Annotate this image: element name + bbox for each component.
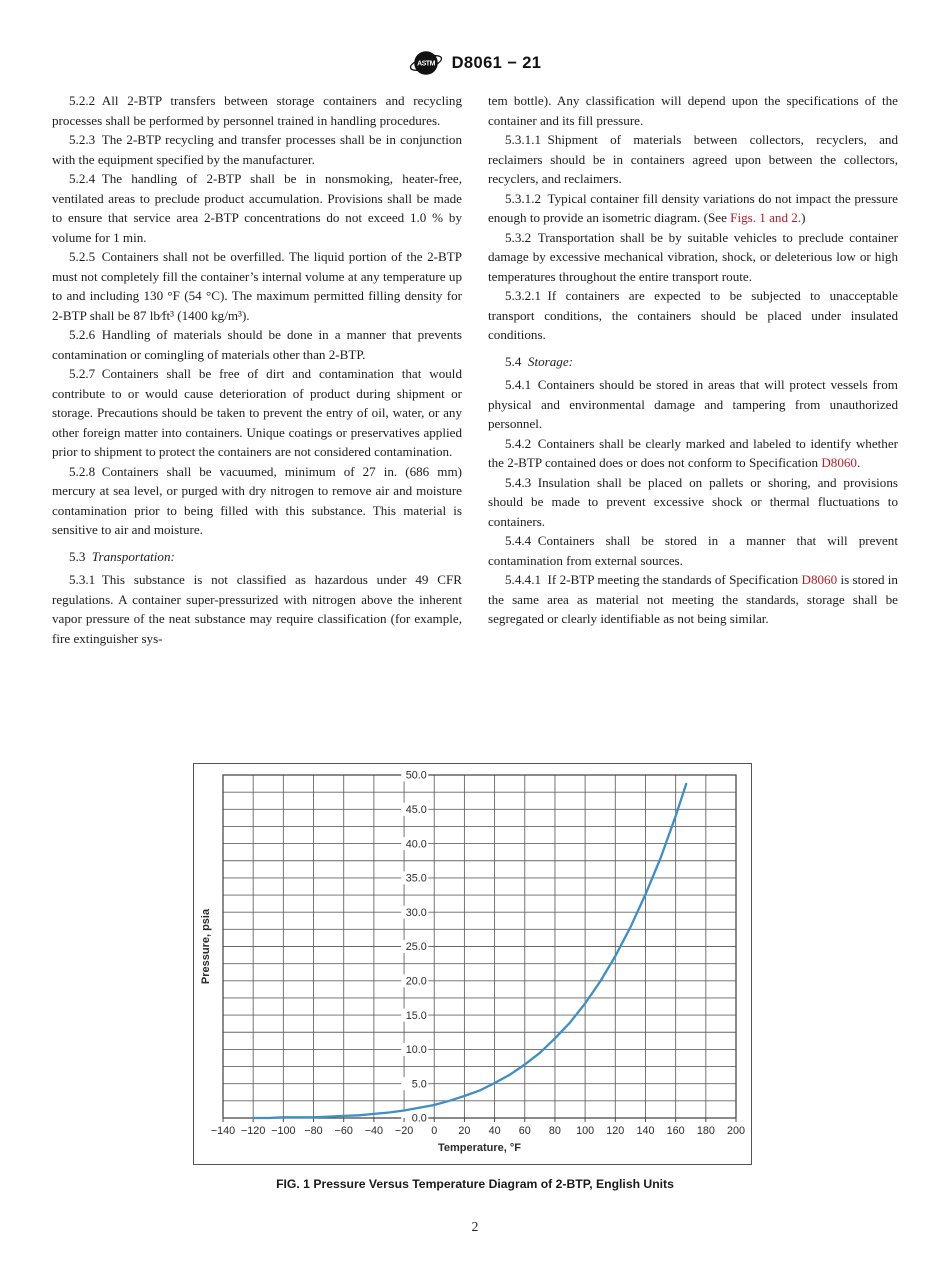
text-run: 5.3.2.1 If containers are expected to be subjected to unacceptable transport conditions, the containers should be placed under insulated conditions. [488, 288, 898, 342]
paragraph [488, 570, 898, 629]
svg-text:30.0: 30.0 [405, 906, 427, 919]
svg-text:10.0: 10.0 [405, 1044, 427, 1057]
paragraph [488, 375, 898, 434]
svg-text:−40: −40 [364, 1125, 384, 1137]
text-run: 5.2.6 Handling of materials should be done in a manner that prevents contamination or comingling of materials other than 2-BTP. [52, 327, 462, 362]
svg-text:100: 100 [576, 1125, 595, 1137]
paragraph [488, 130, 898, 189]
svg-text:160: 160 [666, 1125, 685, 1137]
svg-text:−60: −60 [334, 1125, 353, 1137]
paragraph [52, 91, 462, 130]
figs-1-and-2-link[interactable]: Figs. 1 and 2. [730, 210, 802, 225]
paragraph [52, 130, 462, 169]
figure-frame [193, 763, 752, 1165]
svg-text:120: 120 [606, 1125, 625, 1137]
paragraph [488, 189, 898, 228]
svg-text:0: 0 [431, 1125, 438, 1137]
text-run: 5.4.1 Containers should be stored in areas that will protect vessels from physical and environmental damage and tampering from unauthorized personnel. [488, 377, 898, 431]
d8060-link[interactable]: D8060 [821, 455, 857, 470]
paragraph [488, 91, 898, 130]
text-run: 5.3.1 This substance is not classified as hazardous under 49 CFR regulations. A container super-pressurized with nitrogen above the inherent vapor pressure of the neat substance may require classification (for example, fire extinguisher sys- [52, 572, 462, 646]
svg-text:−120: −120 [241, 1125, 266, 1137]
section-heading [52, 547, 462, 567]
page-header [0, 44, 950, 82]
page-number: 2 [471, 1219, 479, 1234]
paragraph [488, 473, 898, 532]
d8060-link[interactable]: D8060 [801, 572, 838, 587]
text-run: 5.2.4 The handling of 2-BTP shall be in nonsmoking, heater-free, ventilated areas to preclude product accumulation. Provisions shall be made to ensure that service area 2-BTP concentrations do not exceed 1.0 % by volume for 1 min. [52, 171, 462, 245]
paragraph [52, 570, 462, 648]
paragraph [488, 286, 898, 345]
column-left [52, 91, 462, 648]
paragraph [488, 531, 898, 570]
svg-text:−100: −100 [271, 1125, 296, 1137]
paragraph [52, 247, 462, 325]
text-run: . [856, 455, 861, 470]
text-run: 5.3.1.1 Shipment of materials between collectors, recyclers, and reclaimers should be in containers agreed upon between the collectors, recyclers, and reclaimers. [488, 132, 898, 186]
text-run: 5.4.4.1 If 2-BTP meeting the standards of Specification [505, 572, 802, 587]
text-run: 5.2.5 Containers shall not be overfilled. The liquid portion of the 2-BTP must not completely fill the container’s internal volume at any temperature up to and including 130 °F (54 °C). The maximum permitted filling density for 2-BTP shall be 87 lb⁄ft³ (1400 kg/m³). [52, 249, 462, 323]
text-run: tem bottle). Any classification will depend upon the specifications of the container and its fill pressure. [488, 93, 898, 128]
astm-logo-text: ASTM [416, 60, 435, 68]
paragraph [52, 325, 462, 364]
paragraph [488, 434, 898, 473]
svg-text:45.0: 45.0 [405, 804, 427, 816]
text-run: is stored in the same area as material not meeting the standards, storage shall be segregated or clearly identifiable as not being similar. [488, 572, 898, 626]
paragraph [488, 228, 898, 287]
section-heading [488, 352, 898, 372]
svg-text:−80: −80 [304, 1125, 323, 1137]
astm-logo-icon [409, 46, 443, 80]
text-run: Transportation: [91, 548, 175, 564]
svg-text:40.0: 40.0 [405, 838, 427, 851]
text-run: 5.4.3 Insulation shall be placed on pallets or shoring, and provisions should be made to prevent excessive shock or thermal fluctuations to containers. [488, 474, 898, 529]
text-run: 5.4.4 Containers shall be stored in a manner that will prevent contamination from external sources. [488, 533, 898, 568]
paragraph [52, 462, 462, 540]
svg-text:25.0: 25.0 [405, 941, 427, 954]
column-right [488, 91, 898, 648]
text-run: Storage: [527, 353, 574, 369]
svg-text:80: 80 [548, 1125, 561, 1137]
text-run: 5.2.7 Containers shall be free of dirt and contamination that would contribute to or would cause deterioration of product during shipment or storage. Precautions should be taken to prevent the entry of oil, water, or any other foreign matter into containers. Unique coatings or preservatives applied prior to shipment to protect the containers are not considered contamination. [52, 366, 462, 459]
svg-text:180: 180 [696, 1125, 715, 1137]
text-run: 5.4 [505, 353, 528, 369]
pressure-temperature-chart [194, 764, 751, 1164]
svg-text:200: 200 [726, 1125, 746, 1137]
svg-text:60: 60 [518, 1125, 531, 1137]
text-run: 5.3 [69, 548, 92, 564]
svg-text:0.0: 0.0 [411, 1112, 427, 1125]
standard-designation: D8061 − 21 [451, 53, 542, 72]
svg-text:−20: −20 [394, 1125, 414, 1137]
svg-text:−140: −140 [210, 1125, 236, 1137]
figure-caption: FIG. 1 Pressure Versus Temperature Diagram of 2-BTP, English Units [276, 1177, 674, 1191]
text-run: 5.2.3 The 2-BTP recycling and transfer processes shall be in conjunction with the equipment specified by the manufacturer. [52, 132, 462, 167]
paragraph [52, 364, 462, 462]
text-run: ) [801, 210, 806, 225]
y-axis-title: Pressure, psia [200, 908, 212, 985]
body-columns [52, 91, 898, 648]
text-run: 5.3.1.2 Typical container fill density variations do not impact the pressure enough to provide an isometric diagram. (See [488, 190, 898, 225]
svg-text:35.0: 35.0 [405, 872, 427, 885]
text-run: 5.3.2 Transportation shall be by suitable vehicles to preclude container damage by excessive mechanical vibration, shock, or deleterious low or high temperatures throughout the entire transport route. [488, 229, 898, 284]
svg-text:140: 140 [636, 1125, 655, 1137]
svg-text:40: 40 [488, 1125, 501, 1137]
svg-text:50.0: 50.0 [405, 769, 427, 782]
x-axis-title: Temperature, °F [437, 1142, 522, 1154]
svg-text:20: 20 [458, 1125, 471, 1137]
text-run: 5.2.2 All 2-BTP transfers between storage containers and recycling processes shall be performed by personnel trained in handling procedures. [52, 93, 462, 128]
svg-text:15.0: 15.0 [405, 1009, 427, 1022]
svg-text:5.0: 5.0 [411, 1078, 427, 1091]
svg-text:20.0: 20.0 [405, 975, 427, 988]
text-run: 5.2.8 Containers shall be vacuumed, minimum of 27 in. (686 mm) mercury at sea level, or purged with dry nitrogen to remove air and moisture contamination prior to being filled with this substance. This material is sensitive to air and moisture. [52, 463, 462, 537]
paragraph [52, 169, 462, 247]
vapor-pressure-curve [253, 784, 686, 1118]
text-run: 5.4.2 Containers shall be clearly marked and labeled to identify whether the 2-BTP contained does or does not conform to Specification [488, 435, 898, 470]
